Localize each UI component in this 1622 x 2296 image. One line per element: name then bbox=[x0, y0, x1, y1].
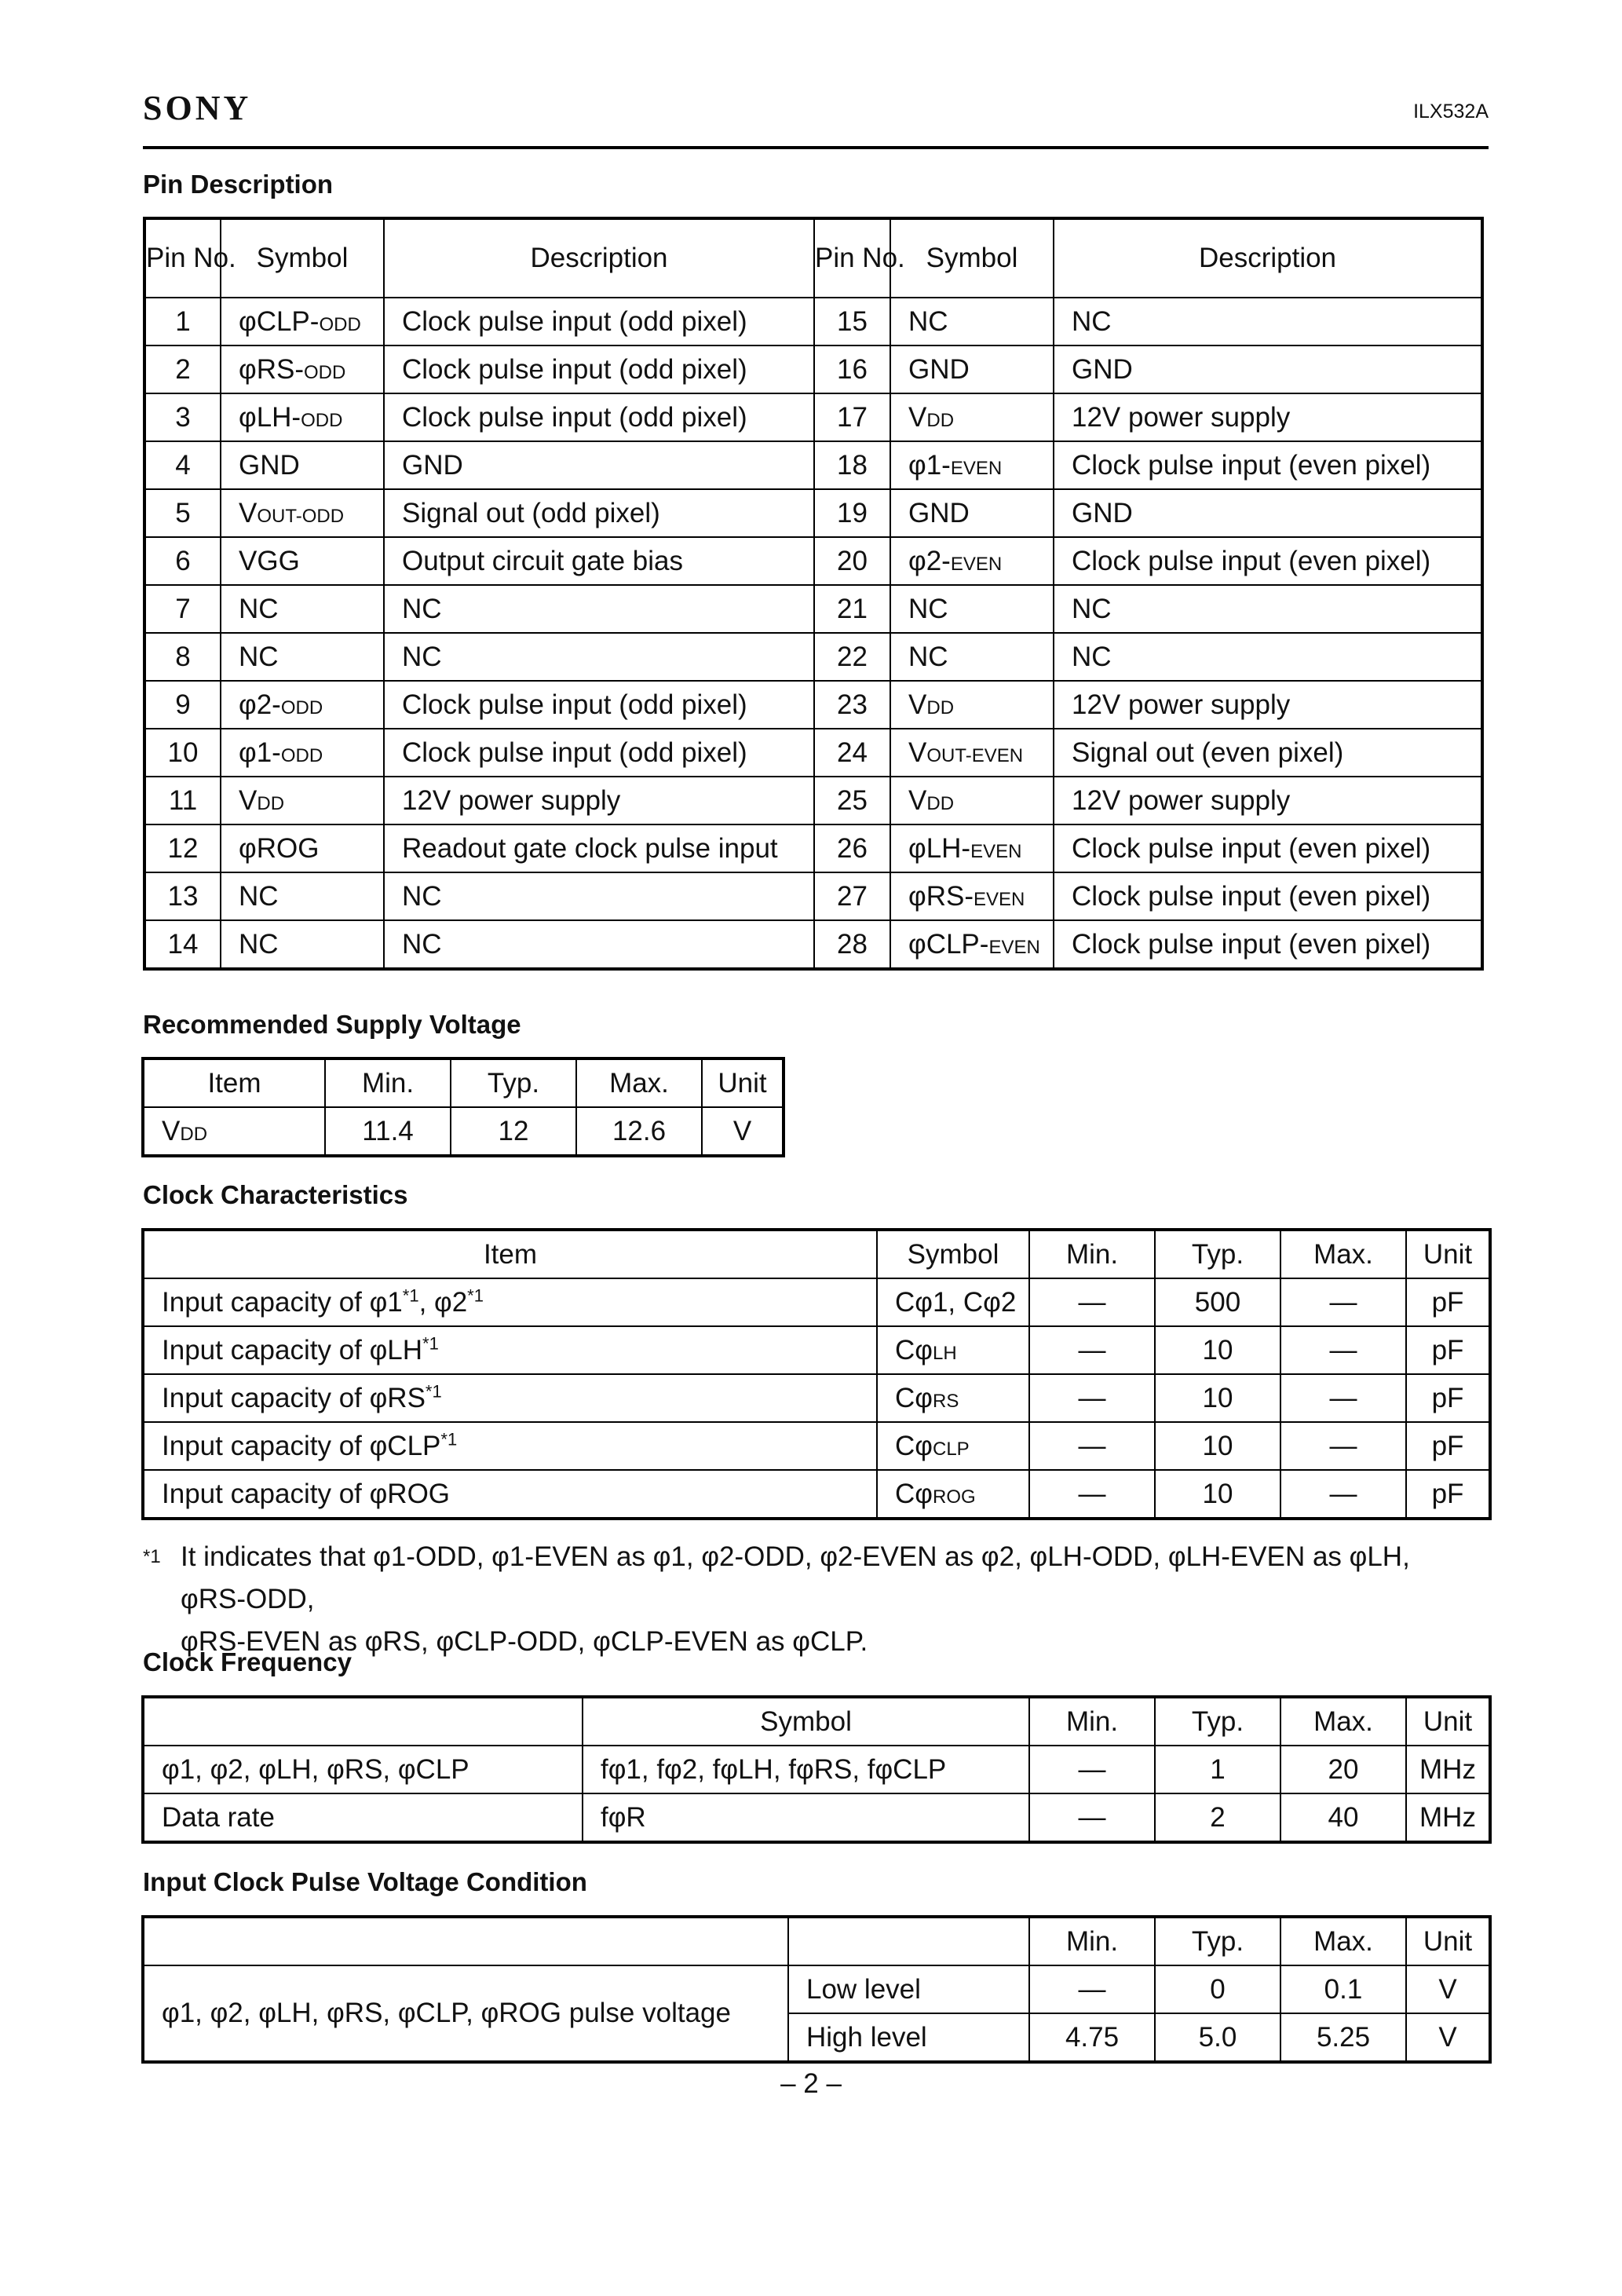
pin-number: 3 bbox=[144, 393, 221, 441]
pin-symbol bbox=[890, 298, 1054, 345]
typ-header: Typ. bbox=[451, 1058, 576, 1107]
symbol-header: Symbol bbox=[583, 1697, 1029, 1746]
pin-description: NC bbox=[384, 633, 814, 681]
pin-row bbox=[144, 777, 1482, 824]
pin-number: 20 bbox=[814, 537, 890, 585]
description-header: Description bbox=[384, 218, 814, 298]
clock-char-row bbox=[143, 1422, 1490, 1470]
clock-freq-min: — bbox=[1029, 1793, 1155, 1842]
pin-header-row bbox=[144, 218, 1482, 298]
pin-symbol-sub: ODD bbox=[280, 696, 323, 718]
supply-header-row bbox=[143, 1058, 784, 1107]
clock-freq-unit: MHz bbox=[1406, 1746, 1490, 1793]
pin-number: 1 bbox=[144, 298, 221, 345]
page-number: – 2 – bbox=[780, 2068, 842, 2099]
pin-description: Clock pulse input (odd pixel) bbox=[384, 298, 814, 345]
footnote-line-2: φRS-EVEN as φRS, φCLP-ODD, φCLP-EVEN as φCLP. bbox=[181, 1626, 868, 1657]
pin-symbol-main: NC bbox=[908, 593, 948, 624]
pin-symbol-sub: EVEN bbox=[973, 888, 1025, 910]
max-header: Max. bbox=[1280, 1230, 1406, 1278]
clock-freq-row bbox=[143, 1746, 1490, 1793]
clock-char-symbol-sub: CLP bbox=[932, 1438, 970, 1460]
pulse-level: High level bbox=[788, 2013, 1029, 2062]
supply-row-vdd bbox=[143, 1107, 784, 1156]
clock-char-symbol-sub: RS bbox=[932, 1390, 959, 1412]
clock-char-typ: 500 bbox=[1155, 1278, 1280, 1326]
unit-header: Unit bbox=[1406, 1230, 1490, 1278]
clock-char-min: — bbox=[1029, 1278, 1155, 1326]
footnote bbox=[143, 1536, 1478, 1663]
pin-symbol bbox=[890, 393, 1054, 441]
pin-symbol-main: NC bbox=[239, 928, 279, 960]
clock-char-item bbox=[143, 1374, 877, 1422]
pin-symbol bbox=[890, 681, 1054, 729]
clock-freq-unit: MHz bbox=[1406, 1793, 1490, 1842]
pin-number: 2 bbox=[144, 345, 221, 393]
pin-description: Signal out (odd pixel) bbox=[384, 489, 814, 537]
pin-symbol-main: φCLP- bbox=[239, 305, 320, 337]
pin-number: 25 bbox=[814, 777, 890, 824]
pin-number: 7 bbox=[144, 585, 221, 633]
pin-number: 13 bbox=[144, 872, 221, 920]
pin-symbol-main: NC bbox=[239, 880, 279, 912]
max-header: Max. bbox=[576, 1058, 702, 1107]
pin-symbol-sub: DD bbox=[926, 696, 955, 718]
footnote-line-1: It indicates that φ1-ODD, φ1-EVEN as φ1, φ2-ODD, φ2-EVEN as φ2, φLH-ODD, φLH-EVEN as φLH, φRS-ODD, bbox=[181, 1541, 1410, 1614]
clock-char-symbol bbox=[877, 1470, 1029, 1519]
clock-char-unit: pF bbox=[1406, 1470, 1490, 1519]
pulse-min: — bbox=[1029, 1965, 1155, 2013]
pin-row bbox=[144, 633, 1482, 681]
pin-row bbox=[144, 537, 1482, 585]
pin-symbol-main: φRS- bbox=[239, 353, 304, 385]
pin-symbol bbox=[890, 537, 1054, 585]
clock-char-header-row bbox=[143, 1230, 1490, 1278]
pin-symbol-main: φ1- bbox=[908, 449, 951, 481]
supply-item bbox=[143, 1107, 325, 1156]
clock-char-symbol-main: Cφ bbox=[895, 1382, 933, 1413]
pin-symbol-sub: DD bbox=[926, 409, 955, 431]
supply-voltage-table bbox=[141, 1057, 785, 1157]
pulse-min: 4.75 bbox=[1029, 2013, 1155, 2062]
pulse-row-low bbox=[143, 1965, 1490, 2013]
clock-char-item bbox=[143, 1278, 877, 1326]
pin-number: 22 bbox=[814, 633, 890, 681]
clock-characteristics-table bbox=[141, 1228, 1492, 1520]
pin-number: 10 bbox=[144, 729, 221, 777]
pin-symbol-main: GND bbox=[908, 353, 970, 385]
clock-char-item-text: Input capacity of φCLP bbox=[162, 1430, 441, 1461]
clock-char-min: — bbox=[1029, 1374, 1155, 1422]
pin-number: 16 bbox=[814, 345, 890, 393]
pin-symbol bbox=[221, 681, 384, 729]
pin-symbol bbox=[890, 489, 1054, 537]
pin-description: Clock pulse input (even pixel) bbox=[1054, 537, 1482, 585]
pulse-level: Low level bbox=[788, 1965, 1029, 2013]
clock-char-symbol-main: Cφ bbox=[895, 1430, 933, 1461]
pin-number: 15 bbox=[814, 298, 890, 345]
footnote-ref: *1 bbox=[422, 1333, 439, 1353]
supply-min: 11.4 bbox=[325, 1107, 451, 1156]
pin-symbol-main: NC bbox=[908, 641, 948, 672]
pin-table-body bbox=[144, 298, 1482, 969]
pin-symbol bbox=[890, 777, 1054, 824]
pulse-voltage-table bbox=[141, 1915, 1492, 2064]
pin-description: Clock pulse input (even pixel) bbox=[1054, 920, 1482, 969]
clock-freq-header-row bbox=[143, 1697, 1490, 1746]
clock-frequency-title: Clock Frequency bbox=[143, 1647, 352, 1676]
pin-row bbox=[144, 920, 1482, 969]
pin-symbol bbox=[221, 729, 384, 777]
clock-char-unit: pF bbox=[1406, 1422, 1490, 1470]
pin-symbol-sub: ODD bbox=[280, 744, 323, 766]
supply-voltage-title: Recommended Supply Voltage bbox=[143, 1010, 521, 1039]
clock-char-unit: pF bbox=[1406, 1374, 1490, 1422]
clock-char-unit: pF bbox=[1406, 1278, 1490, 1326]
pin-symbol-main: φRS- bbox=[908, 880, 974, 912]
pulse-header-row bbox=[143, 1917, 1490, 1965]
clock-char-item-text: Input capacity of φROG bbox=[162, 1478, 451, 1509]
clock-char-symbol bbox=[877, 1278, 1029, 1326]
pin-symbol bbox=[890, 633, 1054, 681]
pin-number: 24 bbox=[814, 729, 890, 777]
blank-header bbox=[143, 1697, 583, 1746]
clock-char-row bbox=[143, 1326, 1490, 1374]
pin-row bbox=[144, 298, 1482, 345]
pin-row bbox=[144, 393, 1482, 441]
pin-symbol-sub: EVEN bbox=[950, 553, 1003, 575]
min-header: Min. bbox=[325, 1058, 451, 1107]
pin-description: Signal out (even pixel) bbox=[1054, 729, 1482, 777]
clock-char-row bbox=[143, 1374, 1490, 1422]
symbol-header: Symbol bbox=[221, 218, 384, 298]
pin-symbol-sub: ODD bbox=[303, 361, 346, 383]
unit-header: Unit bbox=[1406, 1697, 1490, 1746]
clock-char-typ: 10 bbox=[1155, 1422, 1280, 1470]
pin-symbol-main: φCLP- bbox=[908, 928, 989, 960]
clock-char-unit: pF bbox=[1406, 1326, 1490, 1374]
pin-symbol bbox=[221, 537, 384, 585]
pin-no-header: Pin No. bbox=[144, 218, 221, 298]
min-header: Min. bbox=[1029, 1230, 1155, 1278]
pin-symbol-main: V bbox=[239, 497, 258, 528]
pin-symbol-main: VGG bbox=[239, 545, 300, 576]
pin-number: 9 bbox=[144, 681, 221, 729]
pin-number: 28 bbox=[814, 920, 890, 969]
unit-header: Unit bbox=[1406, 1917, 1490, 1965]
blank-header bbox=[143, 1917, 788, 1965]
clock-freq-typ: 2 bbox=[1155, 1793, 1280, 1842]
pin-number: 23 bbox=[814, 681, 890, 729]
clock-char-max: — bbox=[1280, 1278, 1406, 1326]
pin-description: Readout gate clock pulse input bbox=[384, 824, 814, 872]
pin-symbol-main: GND bbox=[239, 449, 300, 481]
clock-char-symbol-sub: LH bbox=[932, 1342, 957, 1364]
pin-description: Clock pulse input (even pixel) bbox=[1054, 441, 1482, 489]
pin-description: Clock pulse input (odd pixel) bbox=[384, 681, 814, 729]
clock-freq-min: — bbox=[1029, 1746, 1155, 1793]
max-header: Max. bbox=[1280, 1917, 1406, 1965]
pin-symbol bbox=[221, 441, 384, 489]
clock-char-symbol bbox=[877, 1374, 1029, 1422]
pin-symbol-main: V bbox=[908, 784, 927, 816]
pin-symbol bbox=[221, 345, 384, 393]
pin-symbol bbox=[890, 585, 1054, 633]
pin-symbol bbox=[890, 345, 1054, 393]
pin-row bbox=[144, 729, 1482, 777]
pin-description: NC bbox=[384, 920, 814, 969]
pin-number: 4 bbox=[144, 441, 221, 489]
pin-description: NC bbox=[384, 585, 814, 633]
pin-number: 26 bbox=[814, 824, 890, 872]
clock-char-symbol bbox=[877, 1422, 1029, 1470]
pin-description: 12V power supply bbox=[1054, 681, 1482, 729]
pin-symbol-main: φROG bbox=[239, 832, 320, 864]
pulse-typ: 5.0 bbox=[1155, 2013, 1280, 2062]
model-number: ILX532A bbox=[1413, 101, 1489, 122]
pin-symbol-main: φ2- bbox=[239, 689, 281, 720]
pulse-voltage-title: Input Clock Pulse Voltage Condition bbox=[143, 1867, 587, 1896]
clock-char-symbol bbox=[877, 1326, 1029, 1374]
pin-symbol bbox=[890, 872, 1054, 920]
symbol-header: Symbol bbox=[890, 218, 1054, 298]
clock-freq-item: φ1, φ2, φLH, φRS, φCLP bbox=[143, 1746, 583, 1793]
pin-symbol-main: V bbox=[908, 737, 927, 768]
pulse-unit: V bbox=[1406, 2013, 1490, 2062]
pin-number: 12 bbox=[144, 824, 221, 872]
pin-row bbox=[144, 585, 1482, 633]
pin-number: 8 bbox=[144, 633, 221, 681]
pin-description-table bbox=[143, 217, 1484, 971]
pin-description: GND bbox=[1054, 345, 1482, 393]
pin-description: 12V power supply bbox=[384, 777, 814, 824]
pulse-max: 0.1 bbox=[1280, 1965, 1406, 2013]
pin-symbol bbox=[221, 489, 384, 537]
typ-header: Typ. bbox=[1155, 1230, 1280, 1278]
pin-symbol-main: V bbox=[908, 401, 927, 433]
max-header: Max. bbox=[1280, 1697, 1406, 1746]
clock-freq-max: 40 bbox=[1280, 1793, 1406, 1842]
pin-symbol bbox=[221, 633, 384, 681]
sony-logo: SONY bbox=[143, 89, 252, 127]
clock-char-item-text: Input capacity of φ1 bbox=[162, 1286, 403, 1318]
pin-number: 14 bbox=[144, 920, 221, 969]
clock-char-row bbox=[143, 1470, 1490, 1519]
supply-item-sub: DD bbox=[180, 1123, 208, 1145]
pin-symbol-sub: EVEN bbox=[970, 840, 1022, 862]
clock-char-symbol-main: Cφ1, Cφ2 bbox=[895, 1286, 1017, 1318]
description-header: Description bbox=[1054, 218, 1482, 298]
pin-symbol-sub: EVEN bbox=[988, 936, 1040, 958]
pin-no-header: Pin No. bbox=[814, 218, 890, 298]
pin-symbol bbox=[221, 393, 384, 441]
pin-symbol bbox=[890, 824, 1054, 872]
typ-header: Typ. bbox=[1155, 1697, 1280, 1746]
clock-char-max: — bbox=[1280, 1422, 1406, 1470]
unit-header: Unit bbox=[702, 1058, 784, 1107]
pin-description-title: Pin Description bbox=[143, 170, 334, 199]
pin-description: Clock pulse input (even pixel) bbox=[1054, 824, 1482, 872]
footnote-ref: *1 bbox=[425, 1380, 442, 1401]
pin-number: 5 bbox=[144, 489, 221, 537]
pin-number: 18 bbox=[814, 441, 890, 489]
clock-char-symbol-sub: ROG bbox=[932, 1486, 976, 1508]
pin-symbol bbox=[890, 729, 1054, 777]
clock-char-max: — bbox=[1280, 1374, 1406, 1422]
pin-description: NC bbox=[384, 872, 814, 920]
pin-symbol bbox=[890, 920, 1054, 969]
pin-number: 6 bbox=[144, 537, 221, 585]
pin-number: 21 bbox=[814, 585, 890, 633]
supply-unit: V bbox=[702, 1107, 784, 1156]
clock-char-typ: 10 bbox=[1155, 1374, 1280, 1422]
clock-char-item-text-2: , φ2 bbox=[418, 1286, 468, 1318]
pin-symbol-sub: EVEN bbox=[950, 457, 1003, 479]
item-header: Item bbox=[143, 1058, 325, 1107]
pin-symbol-sub: OUT-EVEN bbox=[926, 744, 1024, 766]
clock-char-max: — bbox=[1280, 1470, 1406, 1519]
pin-row bbox=[144, 489, 1482, 537]
pin-row bbox=[144, 824, 1482, 872]
clock-char-symbol-main: Cφ bbox=[895, 1478, 933, 1509]
footnote-mark: *1 bbox=[143, 1546, 161, 1567]
pin-symbol-sub: ODD bbox=[301, 409, 343, 431]
pin-description: NC bbox=[1054, 298, 1482, 345]
clock-char-body bbox=[143, 1278, 1490, 1519]
pin-symbol-main: NC bbox=[239, 641, 279, 672]
pin-symbol-main: φLH- bbox=[908, 832, 971, 864]
blank-header bbox=[788, 1917, 1029, 1965]
item-header: Item bbox=[143, 1230, 877, 1278]
pin-description: GND bbox=[384, 441, 814, 489]
pin-description: Clock pulse input (odd pixel) bbox=[384, 729, 814, 777]
pin-description: NC bbox=[1054, 585, 1482, 633]
pin-symbol bbox=[221, 824, 384, 872]
pin-symbol bbox=[221, 298, 384, 345]
footnote-ref: *1 bbox=[402, 1285, 419, 1305]
pin-symbol bbox=[221, 777, 384, 824]
header-rule bbox=[143, 146, 1489, 149]
clock-char-min: — bbox=[1029, 1470, 1155, 1519]
pin-symbol-main: V bbox=[908, 689, 927, 720]
min-header: Min. bbox=[1029, 1697, 1155, 1746]
pin-row bbox=[144, 345, 1482, 393]
clock-freq-typ: 1 bbox=[1155, 1746, 1280, 1793]
pin-number: 27 bbox=[814, 872, 890, 920]
clock-freq-body bbox=[143, 1746, 1490, 1842]
clock-char-row bbox=[143, 1278, 1490, 1326]
pin-description: Clock pulse input (odd pixel) bbox=[384, 345, 814, 393]
clock-char-item-text: Input capacity of φRS bbox=[162, 1382, 426, 1413]
clock-char-min: — bbox=[1029, 1326, 1155, 1374]
pin-number: 19 bbox=[814, 489, 890, 537]
clock-char-typ: 10 bbox=[1155, 1326, 1280, 1374]
pin-symbol-main: NC bbox=[908, 305, 948, 337]
clock-freq-item: Data rate bbox=[143, 1793, 583, 1842]
pin-symbol-main: V bbox=[239, 784, 258, 816]
clock-characteristics-title: Clock Characteristics bbox=[143, 1180, 408, 1209]
pin-symbol bbox=[221, 920, 384, 969]
pin-description: Output circuit gate bias bbox=[384, 537, 814, 585]
clock-freq-symbol: fφR bbox=[583, 1793, 1029, 1842]
pin-row bbox=[144, 872, 1482, 920]
symbol-header: Symbol bbox=[877, 1230, 1029, 1278]
clock-freq-symbol: fφ1, fφ2, fφLH, fφRS, fφCLP bbox=[583, 1746, 1029, 1793]
clock-char-typ: 10 bbox=[1155, 1470, 1280, 1519]
pin-description: GND bbox=[1054, 489, 1482, 537]
supply-typ: 12 bbox=[451, 1107, 576, 1156]
pin-symbol-sub: DD bbox=[257, 792, 285, 814]
pulse-typ: 0 bbox=[1155, 1965, 1280, 2013]
pin-description: NC bbox=[1054, 633, 1482, 681]
pulse-unit: V bbox=[1406, 1965, 1490, 2013]
clock-char-item bbox=[143, 1422, 877, 1470]
pin-symbol-main: φLH- bbox=[239, 401, 301, 433]
pulse-max: 5.25 bbox=[1280, 2013, 1406, 2062]
clock-freq-row bbox=[143, 1793, 1490, 1842]
pin-description: Clock pulse input (odd pixel) bbox=[384, 393, 814, 441]
pin-symbol-main: NC bbox=[239, 593, 279, 624]
pin-number: 17 bbox=[814, 393, 890, 441]
pin-symbol-sub: OUT-ODD bbox=[257, 505, 345, 527]
min-header: Min. bbox=[1029, 1917, 1155, 1965]
pin-number: 11 bbox=[144, 777, 221, 824]
pin-symbol bbox=[890, 441, 1054, 489]
clock-char-item-text: Input capacity of φLH bbox=[162, 1334, 423, 1366]
pin-symbol-main: GND bbox=[908, 497, 970, 528]
pin-description: Clock pulse input (even pixel) bbox=[1054, 872, 1482, 920]
clock-char-item bbox=[143, 1470, 877, 1519]
pin-symbol-main: φ1- bbox=[239, 737, 281, 768]
clock-char-min: — bbox=[1029, 1422, 1155, 1470]
supply-max: 12.6 bbox=[576, 1107, 702, 1156]
clock-char-symbol-main: Cφ bbox=[895, 1334, 933, 1366]
typ-header: Typ. bbox=[1155, 1917, 1280, 1965]
pin-row bbox=[144, 441, 1482, 489]
supply-item-main: V bbox=[162, 1115, 181, 1146]
clock-frequency-table bbox=[141, 1695, 1492, 1844]
footnote-ref: *1 bbox=[440, 1428, 458, 1449]
pin-symbol-main: φ2- bbox=[908, 545, 951, 576]
pulse-item: φ1, φ2, φLH, φRS, φCLP, φROG pulse voltage bbox=[143, 1965, 788, 2062]
pin-symbol bbox=[221, 585, 384, 633]
pin-row bbox=[144, 681, 1482, 729]
pin-description: 12V power supply bbox=[1054, 777, 1482, 824]
clock-freq-max: 20 bbox=[1280, 1746, 1406, 1793]
pin-symbol-sub: DD bbox=[926, 792, 955, 814]
footnote-ref: *1 bbox=[467, 1285, 484, 1305]
pin-description: 12V power supply bbox=[1054, 393, 1482, 441]
pin-symbol bbox=[221, 872, 384, 920]
clock-char-item bbox=[143, 1326, 877, 1374]
clock-char-max: — bbox=[1280, 1326, 1406, 1374]
pin-symbol-sub: ODD bbox=[319, 313, 361, 335]
